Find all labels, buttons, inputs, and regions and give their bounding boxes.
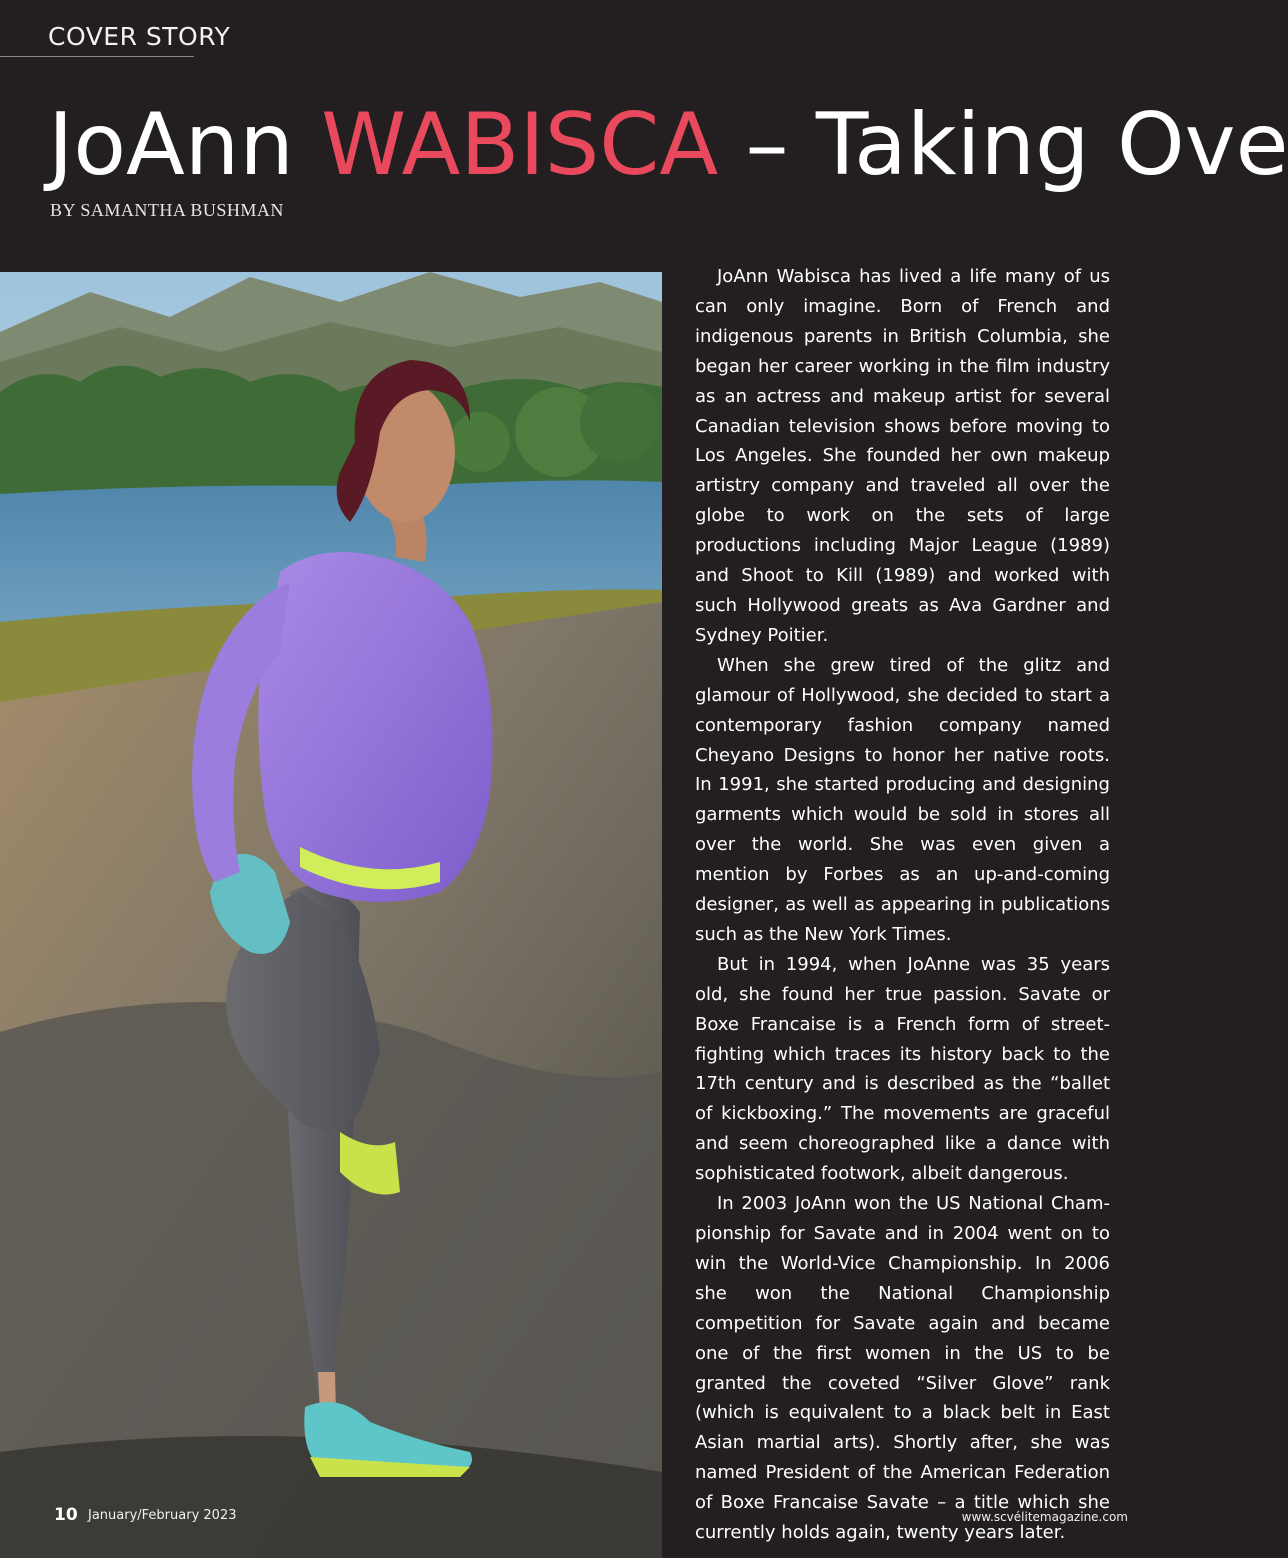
issue-date: January/February 2023 — [88, 1508, 237, 1523]
article-paragraph: But in 1994, when JoAnne was 35 years old, she found her true passion. Savate or Boxe Francaise is a French form of street-fighting which traces its history back to the 17th century and is described as the “ballet of kickboxing.” The movements are graceful and seem choreographed like a dance with sophisticated footwork, albeit dangerous. — [695, 953, 1110, 1185]
section-label: COVER STORY — [48, 22, 231, 51]
article-headline — [48, 90, 1288, 200]
article-body — [695, 262, 1110, 1548]
section-divider — [0, 56, 194, 57]
byline: BY SAMANTHA BUSHMAN — [50, 200, 284, 220]
article-paragraph: In 2003 JoAnn won the US National Championship for Savate and in 2004 went on to win the World-Vice Championship. In 2006 she won the National Championship competition for Savate again and became one of the first women in the US to be granted the coveted “Silver Glove” rank (which is equivalent to a black belt in East Asian martial arts). Shortly after, she was named President of the American Federation of Boxe Francaise Savate – a title which she currently holds again, twenty years later. — [695, 1193, 1110, 1544]
headline-surname: WABISCA — [321, 95, 719, 195]
article-paragraph: JoAnn Wabisca has lived a life many of us can only imagine. Born of French and indigenous parents in British Columbia, she began her career working in the film industry as an actress and makeup artist for several Canadian television shows before moving to Los Angeles. She founded her own makeup artistry company and traveled all over the globe to work on the sets of large productions including Major League (1989) and Shoot to Kill (1989) and worked with such Hollywood greats as Ava Gardner and Sydney Poitier. — [695, 266, 1110, 646]
headline-first-name: JoAnn — [48, 95, 294, 195]
page-number: 10 — [54, 1505, 78, 1525]
article-paragraph: When she grew tired of the glitz and glamour of Hollywood, she decided to start a contemporary fashion company named Cheyano Designs to honor her native roots. In 1991, she started producing and designing garments which would be sold in stores all over the world. She was even given a mention by Forbes as an up-and-coming designer, as well as appearing in publications such as the New York Times. — [695, 654, 1110, 945]
magazine-url: www.scvélitemagazine.com — [961, 1510, 1128, 1524]
cover-photo — [0, 272, 662, 1558]
headline-subtitle: – Taking Ove — [745, 95, 1288, 195]
